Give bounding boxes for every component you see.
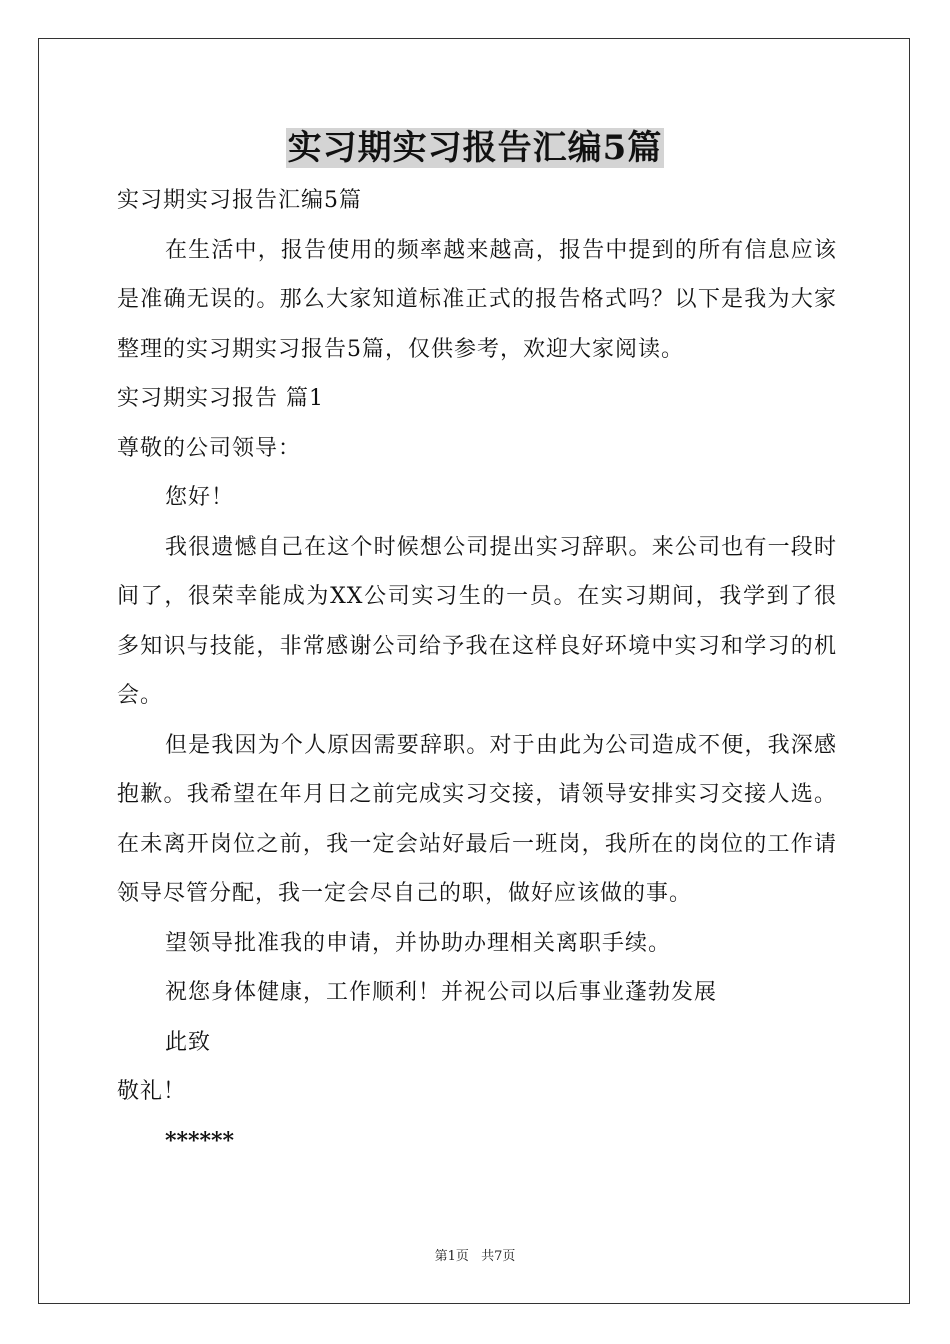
document-title-text: 实习期实习报告汇编5篇 [287,128,663,168]
page-total: 共7页 [481,1249,516,1264]
signature-placeholder: ****** [165,1127,235,1154]
body-paragraph: 我很遗憾自己在这个时候想公司提出实习辞职。来公司也有一段时间了，很荣幸能成为XX公司实习生的一员。在实习期间，我学到了很多知识与技能，非常感谢公司给予我在这样良好环境中实习和学习的机会。 [117,534,837,708]
document-body [117,176,837,1166]
greeting: 您好！ [165,485,235,510]
subtitle-line: 实习期实习报告汇编5篇 [117,188,362,213]
closing-salute: 敬礼！ [117,1079,187,1104]
document-title [0,124,950,172]
intro-paragraph: 在生活中，报告使用的频率越来越高，报告中提到的所有信息应该是准确无误的。那么大家知道标准正式的报告格式吗？以下是我为大家整理的实习期实习报告5篇，仅供参考，欢迎大家阅读。 [117,237,837,362]
section-heading: 实习期实习报告 篇1 [117,386,324,411]
wishes-line: 祝您身体健康，工作顺利！并祝公司以后事业蓬勃发展 [165,980,718,1005]
page-number: 第1页 [434,1249,469,1264]
page-footer [0,1248,950,1266]
request-line: 望领导批准我的申请，并协助办理相关离职手续。 [165,930,672,956]
salutation: 尊敬的公司领导： [117,435,302,461]
body-paragraph: 但是我因为个人原因需要辞职。对于由此为公司造成不便，我深感抱歉。我希望在年月日之前完成实习交接，请领导安排实习交接人选。在未离开岗位之前，我一定会站好最后一班岗，我所在的岗位的工作请领导尽管分配，我一定会尽自己的职，做好应该做的事。 [117,732,837,906]
closing-line: 此致 [165,1029,212,1055]
